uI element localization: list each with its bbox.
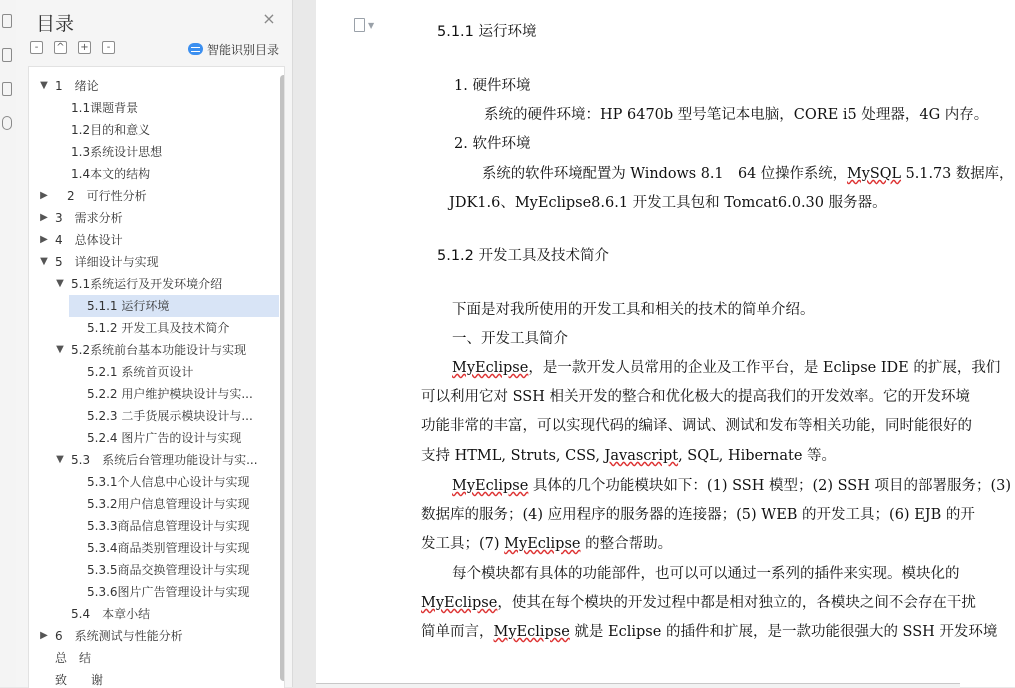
toc-panel [16, 0, 293, 687]
toc-item[interactable]: 总 结 [55, 651, 92, 665]
toc-item[interactable]: 5.3.6图片广告管理设计与实现 [87, 585, 250, 599]
toc-item[interactable]: 5.3.2用户信息管理设计与实现 [87, 497, 250, 511]
intro-text: 下面是对我所使用的开发工具和相关的技术的简单介绍。 [452, 302, 815, 318]
toc-item[interactable]: 3 需求分析 [55, 211, 123, 225]
para1-line1: MyEclipse，是一款开发人员常用的企业及工作平台，是 Eclipse IDE 的扩展，我们 [452, 360, 1001, 376]
toc-item[interactable]: 5.3.3商品信息管理设计与实现 [87, 519, 250, 533]
chevron-down-icon: ▼ [368, 21, 375, 30]
document-icon [354, 18, 365, 32]
toc-item[interactable]: 4 总体设计 [55, 233, 123, 247]
toc-item[interactable]: 5.3 系统后台管理功能设计与实... [71, 453, 258, 467]
chevron-right-icon[interactable]: ▶ [40, 630, 48, 641]
chevron-right-icon[interactable]: ▶ [40, 234, 48, 245]
remove-heading-button[interactable]: - [102, 41, 115, 54]
toc-list [28, 66, 285, 688]
para2-line1: MyEclipse 具体的几个功能模块如下：(1) SSH 模型；(2) SSH 项目的部署服务；(3) [452, 478, 1012, 494]
software-title: 2. 软件环境 [454, 136, 531, 152]
toc-item[interactable]: 5 详细设计与实现 [55, 255, 159, 269]
add-heading-button[interactable]: + [78, 41, 91, 54]
para1-line3: 功能非常的丰富，可以实现代码的编译、调试、测试和发布等相关功能，同时能很好的 [421, 418, 972, 434]
chevron-right-icon[interactable]: ▶ [40, 190, 48, 201]
horizontal-scrollbar[interactable] [316, 683, 960, 688]
toc-scrollbar[interactable] [280, 75, 285, 681]
chevron-down-icon[interactable]: ▼ [40, 80, 48, 91]
toc-item[interactable]: 1.1课题背景 [71, 101, 139, 115]
smart-recognize-icon [188, 43, 203, 55]
toc-item[interactable]: 5.1.2 开发工具及技术简介 [87, 321, 230, 335]
software-text-line2: JDK1.6、MyEclipse8.6.1 开发工具包和 Tomcat6.0.30 服务器。 [449, 195, 887, 211]
smart-toc-label: 智能识别目录 [207, 43, 280, 57]
heading-5-1-1: 5.1.1 运行环境 [437, 24, 537, 40]
para1-line4: 支持 HTML, Struts, CSS, Javascript, SQL, Hibernate 等。 [421, 448, 837, 464]
chevron-down-icon[interactable]: ▼ [40, 256, 48, 267]
heading-5-1-2: 5.1.2 开发工具及技术简介 [437, 248, 610, 264]
expand-button[interactable]: ^ [54, 41, 67, 54]
toc-title: 目录 [36, 13, 75, 35]
chevron-down-icon[interactable]: ▼ [56, 278, 64, 289]
para3-line3: 简单而言，MyEclipse 就是 Eclipse 的插件和扩展，是一款功能很强大的 SSH 开发环境 [421, 624, 998, 640]
doc-menu-button[interactable] [354, 18, 374, 34]
toc-item[interactable]: 5.2.1 系统首页设计 [87, 365, 194, 379]
para2-line2: 数据库的服务；(4) 应用程序的服务器的连接器；(5) WEB 的开发工具；(6) EJB 的开 [421, 507, 975, 523]
software-text-line1: 系统的软件环境配置为 Windows 8.1 64 位操作系统，MySQL 5.1.73 数据库， [482, 166, 1014, 182]
toc-item[interactable]: 1 绪论 [55, 79, 99, 93]
toc-item[interactable]: 5.2系统前台基本功能设计与实现 [71, 343, 247, 357]
page-icon[interactable] [2, 82, 12, 96]
chevron-right-icon[interactable]: ▶ [40, 212, 48, 223]
toc-item[interactable]: 5.2.3 二手货展示模块设计与... [87, 409, 253, 423]
section-one-title: 一、开发工具简介 [452, 331, 568, 347]
smart-toc-button[interactable] [188, 41, 279, 58]
hardware-title: 1. 硬件环境 [454, 78, 531, 94]
toc-item[interactable]: 5.4 本章小结 [71, 607, 151, 621]
para1-line2: 可以利用它对 SSH 相关开发的整合和优化极大的提高我们的开发效率。它的开发环境 [421, 389, 970, 405]
toc-item[interactable]: 6 系统测试与性能分析 [55, 629, 183, 643]
left-edge-strip [0, 0, 17, 687]
bookmark-icon[interactable] [2, 48, 12, 62]
close-icon[interactable]: × [262, 9, 276, 28]
chevron-down-icon[interactable]: ▼ [56, 344, 64, 355]
toc-item[interactable]: 5.3.4商品类别管理设计与实现 [87, 541, 250, 555]
toc-item[interactable]: 1.3系统设计思想 [71, 145, 163, 159]
para3-line2: MyEclipse，使其在每个模块的开发过程中都是相对独立的，各模块之间不会存在干扰 [421, 595, 976, 611]
toc-item[interactable]: 5.3.1个人信息中心设计与实现 [87, 475, 250, 489]
toc-item[interactable]: 1.4本文的结构 [71, 167, 151, 181]
toc-item-selected[interactable]: 5.1.1 运行环境 [69, 295, 279, 317]
nav-icon[interactable] [2, 14, 12, 28]
para3-line1: 每个模块都有具体的功能部件，也可以可以通过一系列的插件来实现。模块化的 [452, 566, 960, 582]
toc-item[interactable]: 5.2.2 用户维护模块设计与实... [87, 387, 253, 401]
toc-item[interactable]: 5.3.5商品交换管理设计与实现 [87, 563, 250, 577]
toc-item[interactable]: 5.2.4 图片广告的设计与实现 [87, 431, 242, 445]
chevron-down-icon[interactable]: ▼ [56, 454, 64, 465]
search-icon[interactable] [2, 116, 12, 130]
toc-item[interactable]: 2 可行性分析 [67, 189, 147, 203]
toc-item[interactable]: 5.1系统运行及开发环境介绍 [71, 277, 223, 291]
toc-item[interactable]: 1.2目的和意义 [71, 123, 151, 137]
collapse-all-button[interactable]: - [30, 41, 43, 54]
hardware-text: 系统的硬件环境：HP 6470b 型号笔记本电脑，CORE i5 处理器，4G 内存。 [484, 107, 989, 123]
para2-line3: 发工具；(7) MyEclipse 的整合帮助。 [421, 536, 673, 552]
toc-item[interactable]: 致 谢 [55, 673, 104, 687]
